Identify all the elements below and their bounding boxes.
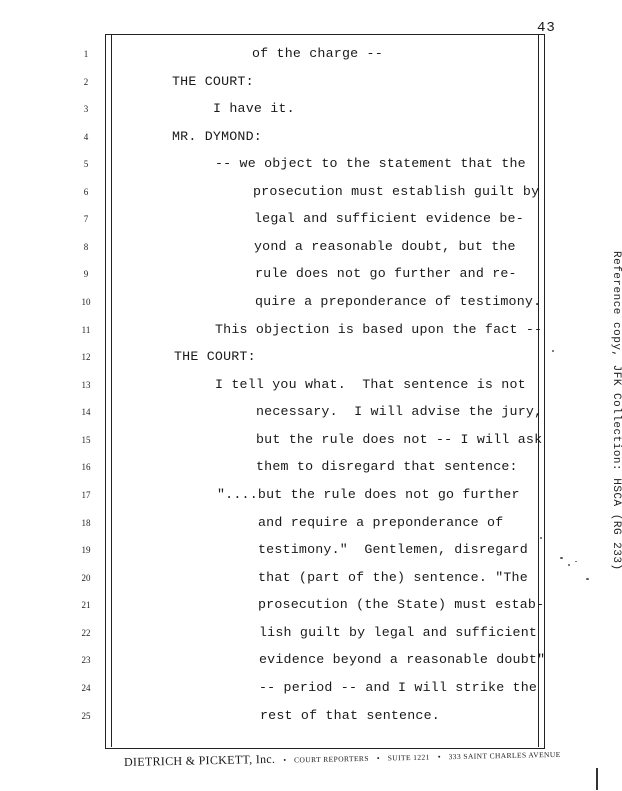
- transcript-line: This objection is based upon the fact --: [215, 322, 543, 337]
- transcript-line: quire a preponderance of testimony.: [255, 294, 542, 309]
- transcript-line: -- period -- and I will strike the: [259, 680, 538, 695]
- line-number: 2: [83, 77, 89, 87]
- footer-separator: •: [376, 753, 380, 763]
- footer-suite: SUITE 1221: [387, 752, 430, 763]
- line-number: 16: [81, 462, 91, 472]
- line-number: 6: [83, 187, 89, 197]
- line-number: 1: [83, 49, 89, 59]
- speaker-label: MR. DYMOND:: [172, 129, 262, 144]
- scan-speck: [575, 561, 577, 562]
- line-number: 18: [81, 518, 91, 528]
- transcript-line: -- we object to the statement that the: [215, 156, 526, 171]
- line-number: 17: [81, 490, 91, 500]
- transcript-line: and require a preponderance of: [258, 515, 504, 530]
- scan-speck: [552, 350, 554, 352]
- transcript-line: that (part of the) sentence. "The: [258, 570, 528, 585]
- transcript-line: "....but the rule does not go further: [217, 487, 520, 502]
- page-number: 43: [537, 20, 556, 36]
- line-number: 12: [81, 352, 91, 362]
- line-number: 13: [81, 380, 91, 390]
- line-number: 11: [81, 325, 91, 335]
- scan-speck: [568, 564, 570, 566]
- line-number: 20: [81, 573, 91, 583]
- right-margin-rule-inner: [538, 34, 539, 747]
- transcript-line: I have it.: [213, 101, 295, 116]
- line-number: 14: [81, 407, 91, 417]
- transcript-line: prosecution (the State) must estab-: [258, 597, 545, 612]
- transcript-line: rest of that sentence.: [260, 708, 440, 723]
- line-number: 15: [81, 435, 91, 445]
- transcript-line: rule does not go further and re-: [255, 266, 517, 281]
- footer-role: COURT REPORTERS: [294, 753, 369, 765]
- scan-speck: [540, 537, 542, 539]
- transcript-line: necessary. I will advise the jury,: [256, 404, 543, 419]
- line-number: 4: [83, 132, 89, 142]
- line-number: 21: [81, 600, 91, 610]
- transcript-line: them to disregard that sentence:: [256, 459, 518, 474]
- line-number: 3: [83, 104, 89, 114]
- footer-separator: •: [283, 755, 287, 765]
- transcript-line: lish guilt by legal and sufficient: [259, 625, 538, 640]
- scan-speck: [560, 557, 563, 559]
- transcript-line: prosecution must establish guilt by: [253, 184, 540, 199]
- transcript-line: evidence beyond a reasonable doubt": [259, 652, 546, 667]
- scan-edge-mark: [596, 768, 598, 790]
- transcript-line: legal and sufficient evidence be-: [254, 211, 524, 226]
- line-number: 23: [81, 655, 91, 665]
- transcript-line: I tell you what. That sentence is not: [215, 377, 526, 392]
- speaker-label: THE COURT:: [172, 74, 254, 89]
- line-number: 22: [81, 628, 91, 638]
- line-number: 19: [81, 545, 91, 555]
- line-number: 25: [81, 711, 91, 721]
- transcript-line: testimony." Gentlemen, disregard: [258, 542, 528, 557]
- scan-speck: [586, 578, 589, 580]
- line-number: 7: [83, 214, 89, 224]
- transcript-line: but the rule does not -- I will ask: [256, 432, 543, 447]
- footer-firm-name: DIETRICH & PICKETT, Inc.: [123, 751, 276, 769]
- line-number: 9: [83, 269, 89, 279]
- line-number: 8: [83, 242, 89, 252]
- line-number: 5: [83, 159, 89, 169]
- footer-separator: •: [437, 752, 441, 762]
- footer-address: 333 SAINT CHARLES AVENUE: [448, 749, 561, 762]
- archive-reference-stamp: Reference copy, JFK Collection: HSCA (RG 233): [610, 251, 622, 571]
- line-number: 24: [81, 683, 91, 693]
- transcript-line: of the charge --: [252, 46, 383, 61]
- speaker-label: THE COURT:: [174, 349, 256, 364]
- transcript-line: yond a reasonable doubt, but the: [254, 239, 516, 254]
- line-number: 10: [81, 297, 91, 307]
